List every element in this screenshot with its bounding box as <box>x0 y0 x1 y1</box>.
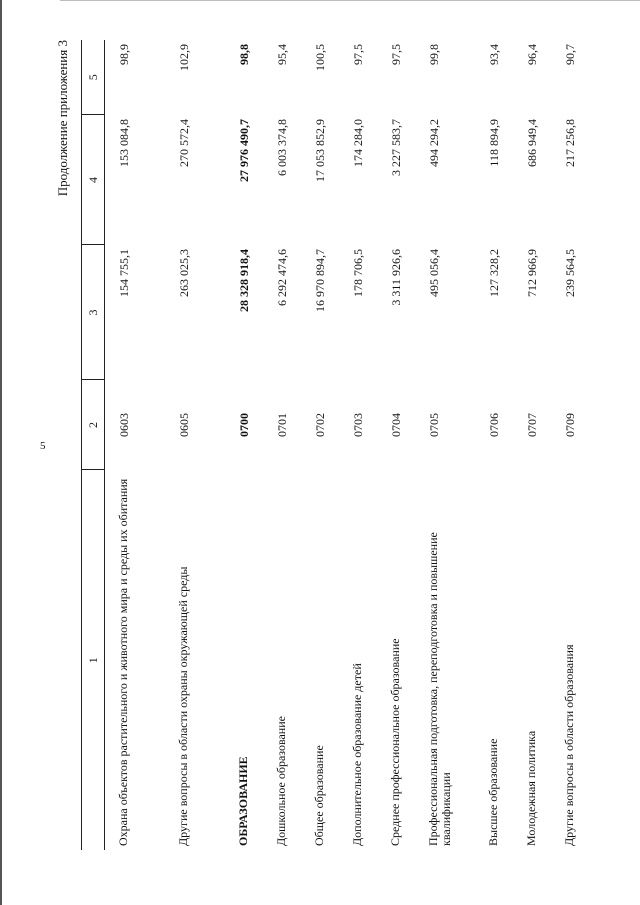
row-name: Профессиональная подготовка, переподготовка и повышение квалификации <box>425 532 453 846</box>
row-value-4: 686 949,4 <box>524 119 539 167</box>
header-col-5: 5 <box>82 40 105 115</box>
budget-table <box>81 40 589 850</box>
row-name: Общее образование <box>311 745 326 846</box>
row-name: Дополнительное образование детей <box>349 663 364 846</box>
row-value-3: 6 292 474,6 <box>274 249 289 306</box>
row-name: Молодежная политика <box>523 730 538 846</box>
row-code: 0700 <box>236 413 251 437</box>
row-name: Другие вопросы в области образования <box>561 644 576 846</box>
row-code: 0702 <box>312 413 327 437</box>
header-col-2: 2 <box>82 380 105 470</box>
row-value-4: 217 256,8 <box>562 119 577 167</box>
table-row <box>165 40 225 850</box>
table-row <box>225 40 263 850</box>
row-value-3: 154 755,1 <box>117 249 131 297</box>
appendix-caption: Продолжение приложения 3 <box>55 40 70 197</box>
row-value-5: 96,4 <box>524 44 539 65</box>
row-value-5: 100,5 <box>312 44 327 71</box>
table-row <box>377 40 415 850</box>
table-row <box>263 40 301 850</box>
row-code: 0707 <box>524 413 539 437</box>
table-row <box>105 40 165 850</box>
row-value-4: 6 003 374,8 <box>274 119 289 176</box>
row-value-5: 98,9 <box>117 44 131 65</box>
page-edge-left <box>0 0 2 905</box>
row-code: 0605 <box>176 413 191 437</box>
page-number: 5 <box>40 440 46 452</box>
row-name: Дошкольное образование <box>273 716 288 846</box>
table-row <box>415 40 475 850</box>
row-value-3: 178 706,5 <box>350 249 365 297</box>
row-value-4: 118 894,9 <box>486 119 501 167</box>
row-value-3: 239 564,5 <box>562 249 577 297</box>
row-value-4: 174 284,0 <box>350 119 365 167</box>
row-value-3: 712 966,9 <box>524 249 539 297</box>
header-col-3: 3 <box>82 245 105 380</box>
row-code: 0703 <box>350 413 365 437</box>
row-value-3: 16 970 894,7 <box>312 249 327 312</box>
row-name: Охрана объектов растительного и животного мира и среды их обитания <box>116 478 130 846</box>
rotated-table-area <box>55 40 580 850</box>
row-value-4: 494 294,2 <box>426 119 441 167</box>
header-col-1: 1 <box>82 470 105 850</box>
row-value-4: 153 084,8 <box>117 119 131 167</box>
row-code: 0701 <box>274 413 289 437</box>
row-name: Другие вопросы в области охраны окружающей среды <box>175 566 190 846</box>
row-value-4: 17 053 852,9 <box>312 119 327 182</box>
row-value-5: 95,4 <box>274 44 289 65</box>
row-value-4: 27 976 490,7 <box>236 119 251 182</box>
row-value-5: 90,7 <box>562 44 577 65</box>
row-name: Среднее профессиональное образование <box>387 638 402 846</box>
row-value-3: 127 328,2 <box>486 249 501 297</box>
row-code: 0704 <box>388 413 403 437</box>
row-value-5: 97,5 <box>350 44 365 65</box>
row-value-3: 495 056,4 <box>426 249 441 297</box>
row-name: ОБРАЗОВАНИЕ <box>235 756 250 846</box>
row-value-5: 93,4 <box>486 44 501 65</box>
row-value-3: 28 328 918,4 <box>236 249 251 312</box>
header-col-4: 4 <box>82 115 105 245</box>
row-code: 0705 <box>426 413 441 437</box>
row-name: Высшее образование <box>485 738 500 846</box>
row-value-5: 102,9 <box>176 44 191 71</box>
page-edge-top <box>60 0 640 1</box>
table-row <box>475 40 513 850</box>
row-code: 0603 <box>117 413 131 437</box>
table-row <box>301 40 339 850</box>
table-row <box>551 40 589 850</box>
row-value-4: 3 227 583,7 <box>388 119 403 176</box>
row-value-5: 97,5 <box>388 44 403 65</box>
table-row <box>339 40 377 850</box>
row-value-5: 99,8 <box>426 44 441 65</box>
row-value-3: 3 311 926,6 <box>388 249 403 306</box>
row-code: 0706 <box>486 413 501 437</box>
table-header-row <box>82 40 105 850</box>
table-row <box>513 40 551 850</box>
row-value-4: 270 572,4 <box>176 119 191 167</box>
row-code: 0709 <box>562 413 577 437</box>
row-value-5: 98,8 <box>236 44 251 65</box>
row-value-3: 263 025,3 <box>176 249 191 297</box>
